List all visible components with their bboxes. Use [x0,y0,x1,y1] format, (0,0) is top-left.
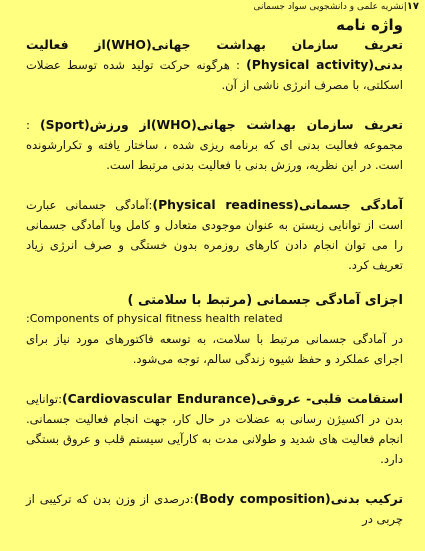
definition-text: :توانایی بدن در اکسیژن رسانی به عضلات در حال کار، جهت انجام فعالیت جسمانی. انجام فعالیت های شدید و طولانی مدت به کارآیی سیستم قلب و عروق بستگی دارد. [26,392,403,466]
definition-cardiovascular [26,389,403,469]
components-heading-en: :Components of physical fitness health related [26,312,283,325]
term-label: آمادگی جسمانی(Physical readiness) [152,197,403,212]
term-label: تعریف سازمان بهداشت جهانی(WHO)از ورزش(Sport) [40,117,404,132]
page-title: واژه نامه [336,16,403,34]
term-label: استقامت قلبی- عروقی(Cardiovascular Endurance) [62,391,403,406]
glossary-content [26,14,403,529]
definition-text: :درصدی از وزن بدن که ترکیبی از چربی در [26,492,403,526]
definition-physical-readiness [26,195,403,275]
components-text: در آمادگی جسمانی مرتبط با سلامت، به توسعه فاکتورهای مورد نیاز برای اجرای عملکرد و حفظ شیوه زندگی سالم، توجه می‌شود. [26,332,403,366]
definition-text: : هرگونه حرکت تولید شده توسط عضلات اسکلتی، با مصرف انرژی ناشی از آن. [26,58,403,92]
definition-text: : مجموعه فعالیت بدنی ای که برنامه ریزی شده ، ساختار یافته و تکرارشونده است. در این نظریه، ورزش بدنی با فعالیت بدنی مرتبط است. [26,118,403,172]
term-label: تعریف سازمان بهداشت جهانی(WHO)از فعالیت بدنی(Physical activity) [26,37,403,72]
journal-name: نشریه علمی و دانشجویی سواد جسمانی [253,2,404,12]
page-number: ۱۷ [406,1,419,12]
definition-text: :آمادگی جسمانی عبارت است از توانایی زیستن به عنوان موجودی متعادل و کامل ویا آمادگی جسمانی را می توان انجام دادن کارهای روزمره بدون خستگی و صرف انرژی زیاد تعریف کرد. [26,198,403,272]
components-heading: اجزای آمادگی جسمانی (مرتبط با سلامتی ) [127,293,403,308]
definition-physical-activity [26,35,403,95]
definition-sport [26,115,403,175]
definition-body-composition [26,489,403,529]
page-header: ۱۷|نشریه علمی و دانشجویی سواد جسمانی [253,1,419,12]
term-label: ترکیب بدنی(Body composition) [193,491,403,506]
